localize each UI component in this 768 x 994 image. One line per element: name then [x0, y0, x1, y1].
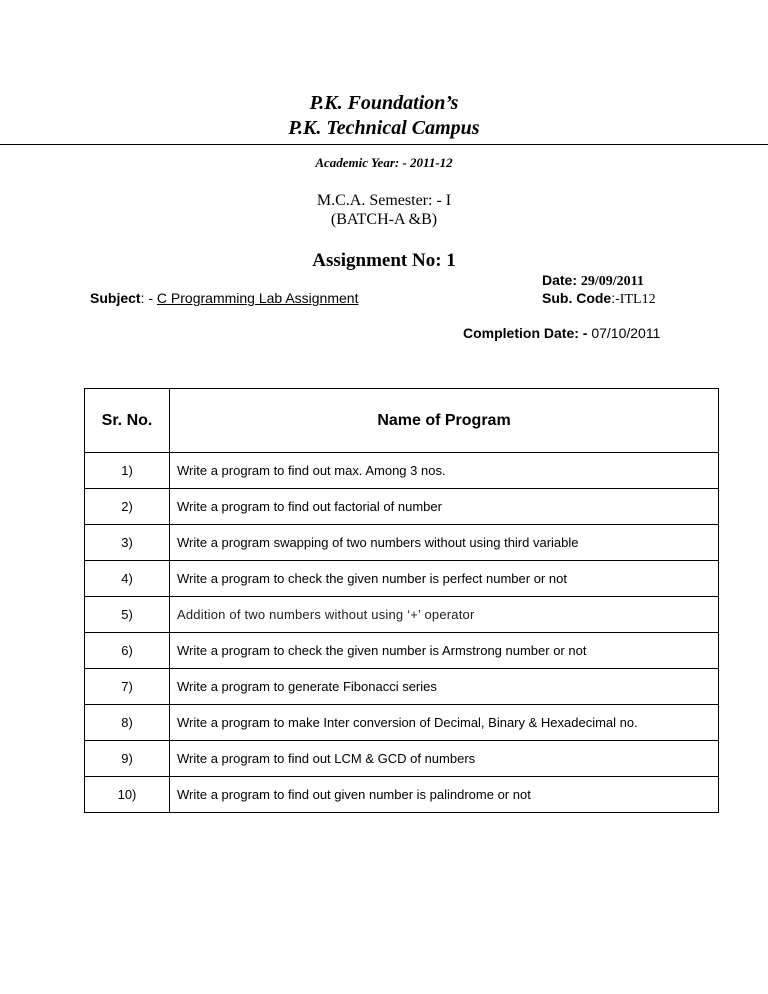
table-row	[85, 597, 719, 633]
sr-no-cell: 3)	[85, 525, 170, 561]
program-name-cell: Write a program to find out given number is palindrome or not	[170, 777, 719, 813]
program-name-cell: Write a program to check the given number is Armstrong number or not	[170, 633, 719, 669]
subcode-separator: :-	[611, 290, 620, 306]
academic-year: Academic Year: - 2011-12	[315, 155, 453, 170]
sr-no-cell: 9)	[85, 741, 170, 777]
sr-no-header: Sr. No.	[85, 389, 170, 453]
date-label: Date:	[542, 272, 578, 288]
campus-name: P.K. Technical Campus	[288, 117, 480, 139]
subject-label: Subject	[90, 290, 141, 306]
program-name-cell: Addition of two numbers without using ‘+’ operator	[170, 597, 719, 633]
program-name-cell: Write a program to find out max. Among 3 nos.	[170, 453, 719, 489]
assignment-title: Assignment No: 1	[312, 250, 456, 271]
program-name-cell: Write a program to generate Fibonacci series	[170, 669, 719, 705]
table-row	[85, 453, 719, 489]
completion-label: Completion Date: -	[463, 325, 588, 341]
subcode-label: Sub. Code	[542, 290, 612, 306]
subject-value: C Programming Lab Assignment	[156, 290, 359, 306]
table-row	[85, 489, 719, 525]
sr-no-cell: 5)	[85, 597, 170, 633]
subject-line	[90, 290, 358, 306]
sr-no-cell: 10)	[85, 777, 170, 813]
table-header-row	[85, 389, 719, 453]
table-row	[85, 669, 719, 705]
date-value: 29/09/2011	[580, 274, 644, 289]
completion-value: 07/10/2011	[591, 325, 661, 341]
program-name-cell: Write a program to find out LCM & GCD of numbers	[170, 741, 719, 777]
header-divider	[0, 144, 768, 145]
org-name: P.K. Foundation’s	[309, 92, 459, 114]
program-name-cell: Write a program to check the given number is perfect number or not	[170, 561, 719, 597]
sr-no-cell: 4)	[85, 561, 170, 597]
program-name-cell: Write a program to make Inter conversion of Decimal, Binary & Hexadecimal no.	[170, 705, 719, 741]
sr-no-cell: 7)	[85, 669, 170, 705]
program-name-header: Name of Program	[170, 389, 719, 453]
sr-no-cell: 8)	[85, 705, 170, 741]
completion-line	[463, 325, 660, 341]
subcode-line	[542, 290, 656, 308]
program-name-cell: Write a program to find out factorial of number	[170, 489, 719, 525]
subcode-value: ITL12	[619, 292, 656, 307]
table-row	[85, 633, 719, 669]
batch: (BATCH-A &B)	[330, 211, 438, 228]
sr-no-cell: 2)	[85, 489, 170, 525]
date-line	[542, 272, 644, 290]
table-row	[85, 525, 719, 561]
sr-no-cell: 1)	[85, 453, 170, 489]
table-row	[85, 777, 719, 813]
table-row	[85, 561, 719, 597]
table-row	[85, 741, 719, 777]
program-table	[84, 388, 719, 813]
table-row	[85, 705, 719, 741]
subject-separator: : -	[140, 290, 154, 306]
program-name-cell: Write a program swapping of two numbers without using third variable	[170, 525, 719, 561]
semester: M.C.A. Semester: - I	[316, 192, 452, 209]
sr-no-cell: 6)	[85, 633, 170, 669]
